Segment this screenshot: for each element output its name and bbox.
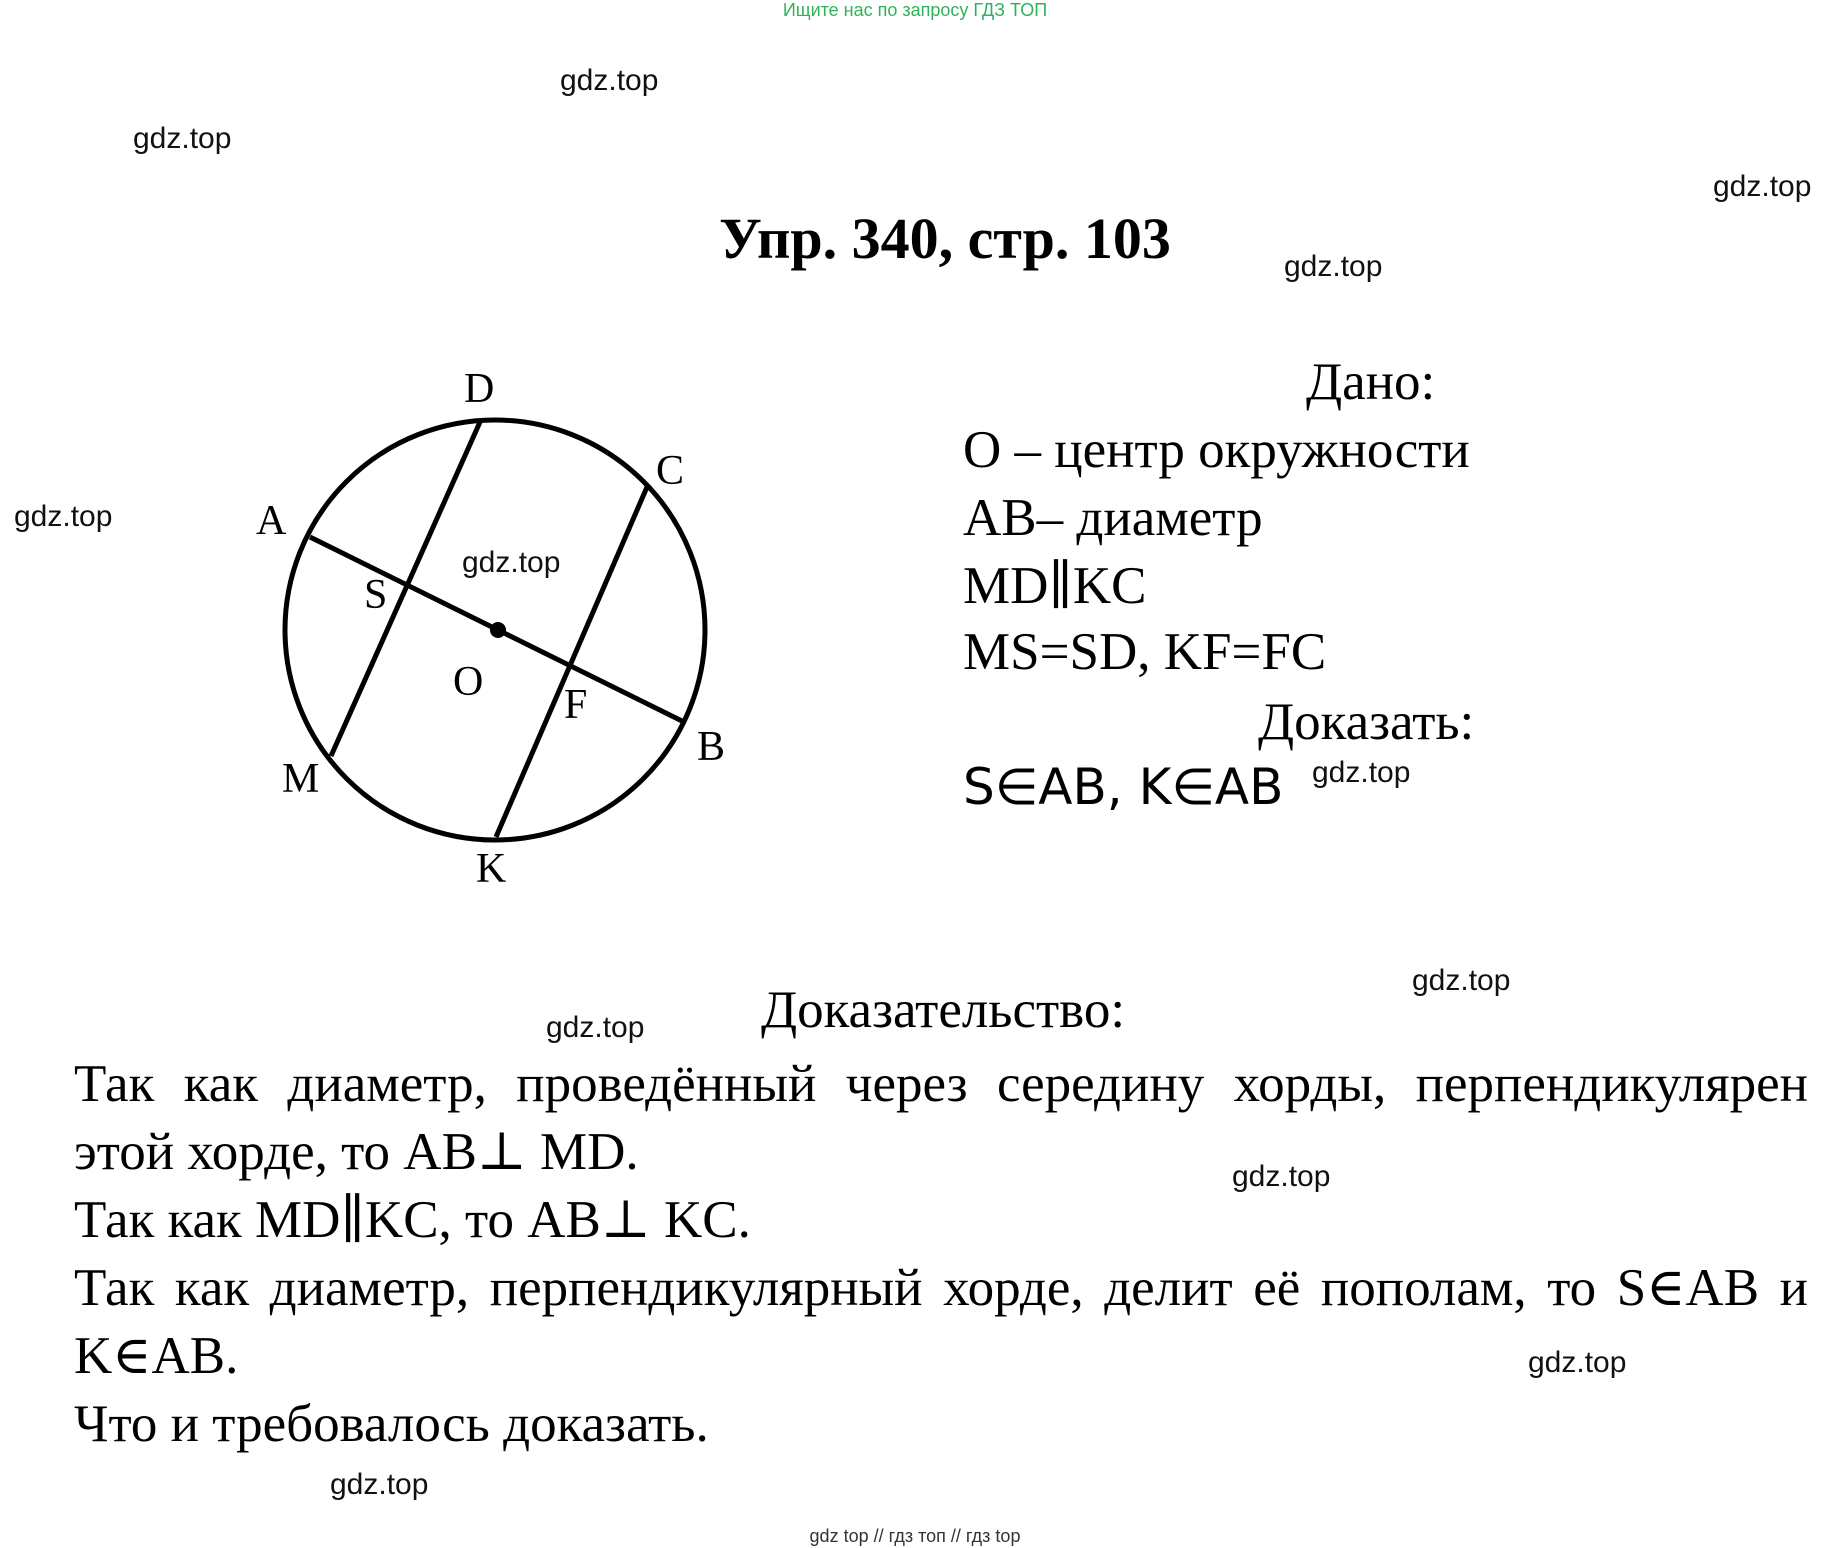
- prove-line: S∈AB, K∈AB: [963, 758, 1284, 816]
- proof-paragraph: Что и требовалось доказать.: [74, 1395, 709, 1453]
- given-line: O – центр окружности: [963, 421, 1470, 479]
- given-heading: Дано:: [1306, 353, 1436, 411]
- circle-diagram: [0, 0, 760, 900]
- label-A: A: [256, 498, 287, 544]
- page-title: Упр. 340, стр. 103: [719, 206, 1171, 271]
- label-C: C: [656, 448, 685, 494]
- label-S: S: [364, 572, 388, 618]
- watermark: gdz.top: [1528, 1346, 1627, 1379]
- label-O: O: [453, 659, 484, 705]
- watermark: gdz.top: [462, 546, 561, 579]
- given-line: MS=SD, KF=FC: [963, 623, 1327, 681]
- proof-paragraph: Так как MD∥KC, то AB⊥ KC.: [74, 1191, 751, 1249]
- watermark: gdz.top: [1713, 170, 1812, 203]
- bottom-links[interactable]: gdz top // гдз топ // гдз top: [809, 1526, 1021, 1546]
- proof-heading: Доказательство:: [760, 981, 1126, 1039]
- given-line: MD∥KC: [963, 557, 1147, 615]
- proof-body: [74, 1050, 1808, 1458]
- prove-heading: Доказать:: [1258, 693, 1475, 751]
- watermark: gdz.top: [330, 1468, 429, 1501]
- proof-paragraph: Так как диаметр, проведённый через середину хорды, перпендикулярен этой хорде, то AB⊥ MD.: [74, 1055, 1808, 1181]
- watermark: gdz.top: [1412, 964, 1511, 997]
- watermark: gdz.top: [14, 500, 113, 533]
- watermark: gdz.top: [1284, 250, 1383, 283]
- label-F: F: [564, 682, 588, 728]
- watermark: gdz.top: [546, 1011, 645, 1044]
- top-banner[interactable]: Ищите нас по запросу ГДЗ ТОП: [782, 0, 1048, 20]
- label-M: M: [282, 756, 320, 802]
- label-D: D: [464, 366, 495, 412]
- given-line: AB– диаметр: [963, 489, 1263, 547]
- watermark: gdz.top: [1232, 1160, 1331, 1193]
- watermark: gdz.top: [133, 122, 232, 155]
- proof-paragraph: Так как диаметр, перпендикулярный хорде, делит её пополам, то S∈AB и K∈AB.: [74, 1259, 1808, 1385]
- watermark: gdz.top: [560, 64, 659, 97]
- label-B: B: [697, 724, 726, 770]
- label-K: K: [476, 846, 507, 892]
- watermark: gdz.top: [1312, 756, 1411, 789]
